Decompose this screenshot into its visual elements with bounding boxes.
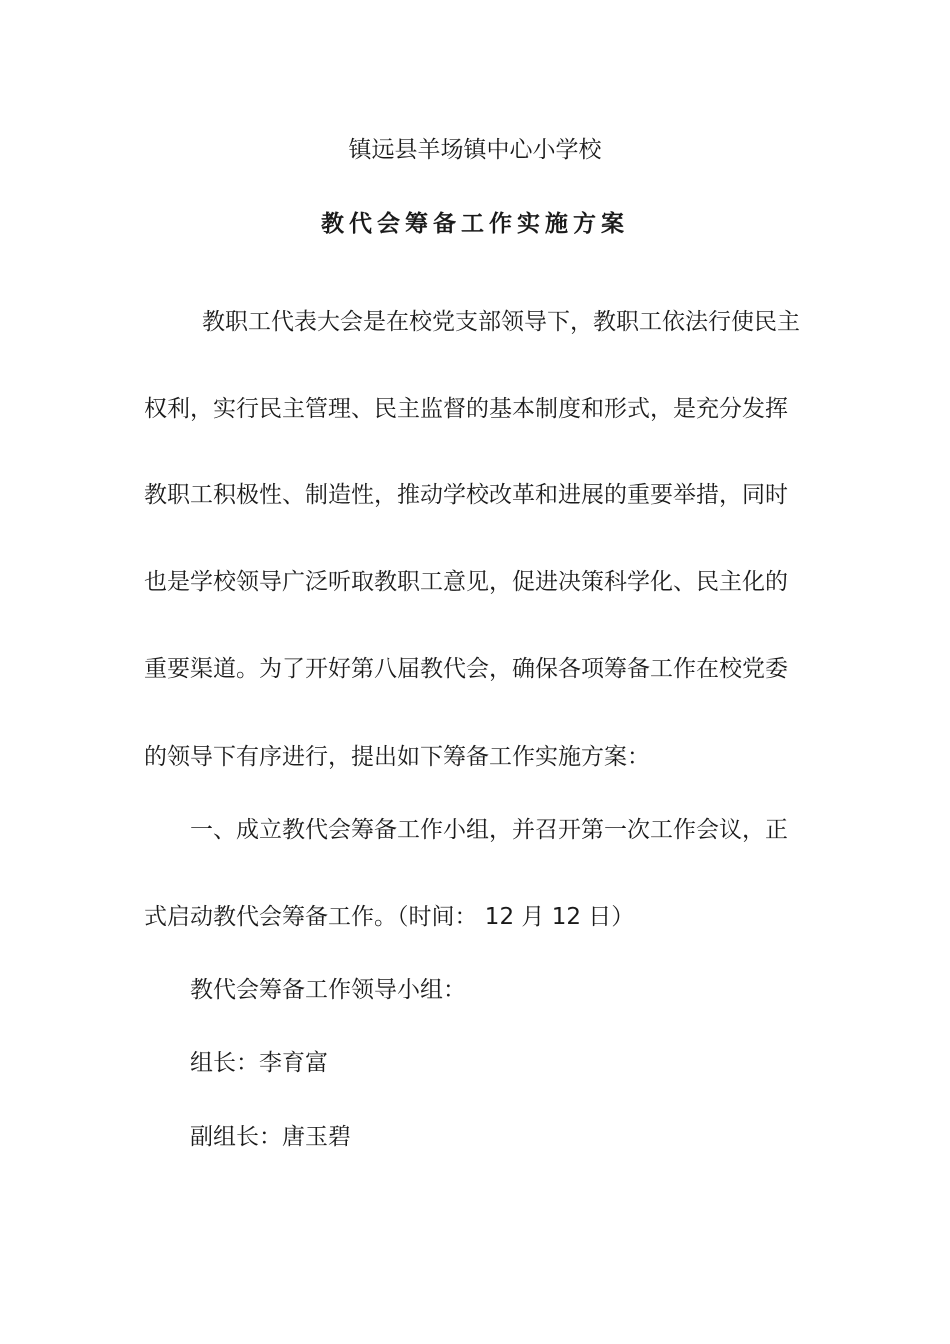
group-leader: 组长：李育富 xyxy=(190,1050,328,1076)
intro-line-1: 教职工代表大会是在校党支部领导下，教职工依法行使民主 xyxy=(202,309,800,335)
school-name: 镇远县羊场镇中心小学校 xyxy=(348,137,602,163)
intro-line-5: 重要渠道。为了开好第八届教代会，确保各项筹备工作在校党委 xyxy=(144,656,788,682)
document-title: 教代会筹备工作实施方案 xyxy=(321,211,629,237)
section1-line-2: 式启动教代会筹备工作。（时间： 12 月 12 日） xyxy=(144,904,635,930)
group-deputy-leader: 副组长：唐玉碧 xyxy=(190,1124,351,1150)
intro-line-2: 权利，实行民主管理、民主监督的基本制度和形式，是充分发挥 xyxy=(144,396,788,422)
intro-line-3: 教职工积极性、制造性，推动学校改革和进展的重要举措，同时 xyxy=(144,482,788,508)
group-heading: 教代会筹备工作领导小组： xyxy=(190,977,466,1003)
intro-line-4: 也是学校领导广泛听取教职工意见，促进决策科学化、民主化的 xyxy=(144,569,788,595)
section1-line-1: 一、成立教代会筹备工作小组，并召开第一次工作会议，正 xyxy=(190,817,788,843)
intro-line-6: 的领导下有序进行，提出如下筹备工作实施方案： xyxy=(144,744,650,770)
